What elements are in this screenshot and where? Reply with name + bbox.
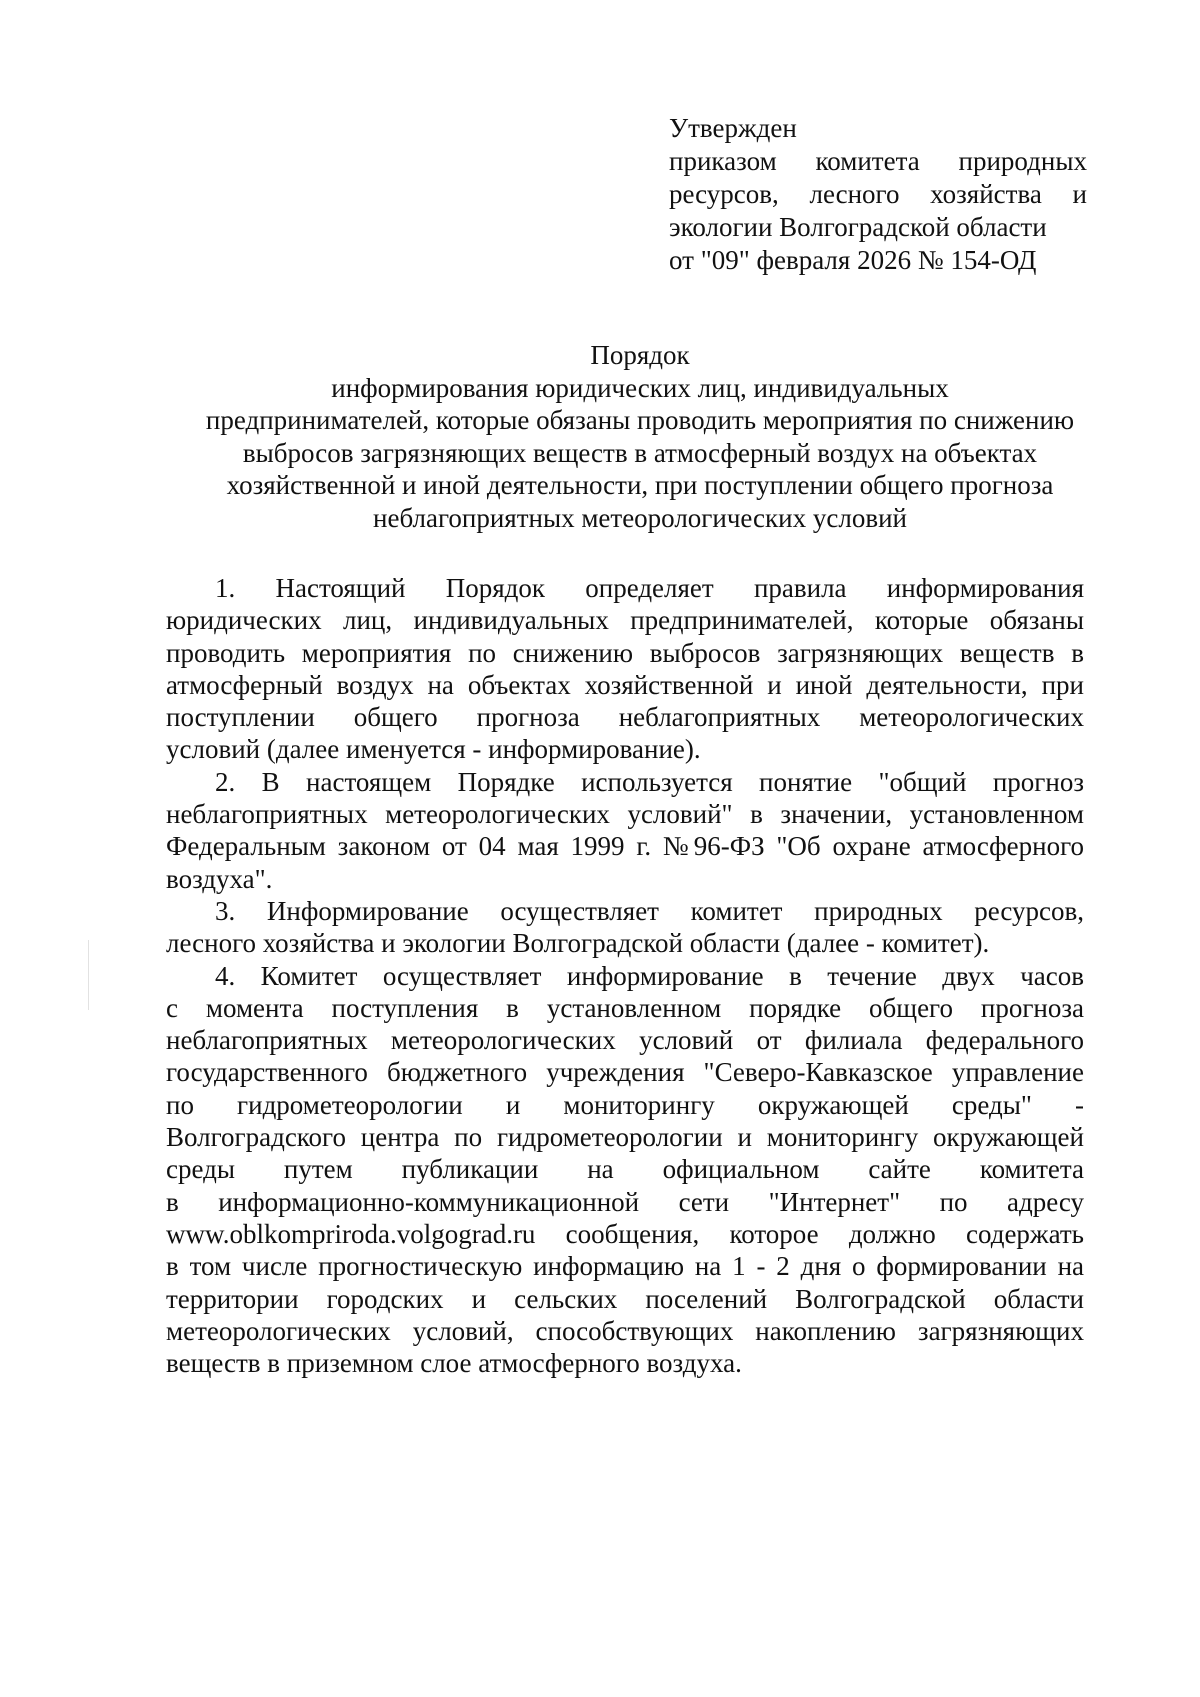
paragraph-line: поступлении общего прогноза неблагоприятных метеорологических [166, 702, 1084, 733]
approval-line: экологии Волгоградской области [669, 212, 1047, 242]
paragraph-3 [166, 895, 1084, 960]
paragraph-line: условий (далее именуется - информирование). [166, 734, 701, 765]
title-line: выбросов загрязняющих веществ в атмосферный воздух на объектах [242, 437, 1038, 468]
paragraph-line: воздуха". [166, 863, 273, 894]
paragraph-line: неблагоприятных метеорологических условий" в значении, установленном [166, 799, 1084, 830]
paragraph-line: среды путем публикации на официальном сайте комитета [166, 1154, 1084, 1185]
paragraph-line: 1. Настоящий Порядок определяет правила информирования [215, 573, 1084, 603]
paragraph-1 [166, 572, 1084, 766]
document-body [166, 572, 1084, 1379]
paragraph-line: веществ в приземном слое атмосферного воздуха. [166, 1348, 742, 1379]
paragraph-line: государственного бюджетного учреждения "Северо-Кавказское управление [166, 1057, 1084, 1088]
paragraph-line: юридических лиц, индивидуальных предпринимателей, которые обязаны [166, 605, 1084, 636]
paragraph-2 [166, 766, 1084, 895]
paragraph-line: 2. В настоящем Порядке используется понятие "общий прогноз [215, 766, 1084, 797]
scan-artifact-line [88, 940, 89, 1010]
paragraph-line: 4. Комитет осуществляет информирование в течение двух часов [215, 960, 1084, 991]
paragraph-line: в том числе прогностическую информацию на 1 - 2 дня о формировании на [166, 1251, 1084, 1282]
paragraph-line: лесного хозяйства и экологии Волгоградской области (далее - комитет). [166, 928, 990, 959]
approval-line: приказом комитета природных [669, 146, 1087, 176]
paragraph-4 [166, 960, 1084, 1380]
approval-line: от "09" февраля 2026 № 154-ОД [669, 245, 1037, 275]
title-line: хозяйственной и иной деятельности, при поступлении общего прогноза [226, 470, 1054, 500]
approval-line: Утвержден [669, 113, 797, 143]
paragraph-line: территории городских и сельских поселений Волгоградской области [166, 1283, 1084, 1314]
paragraph-line: атмосферный воздух на объектах хозяйственной и иной деятельности, при [166, 669, 1084, 700]
approval-block [669, 112, 1087, 277]
paragraph-line: Федеральным законом от 04 мая 1999 г. №96-ФЗ "Об охране атмосферного [166, 831, 1084, 862]
paragraph-line: 3. Информирование осуществляет комитет природных ресурсов, [215, 895, 1084, 926]
approval-line: ресурсов, лесного хозяйства и [669, 179, 1087, 209]
document-title [160, 339, 1120, 534]
paragraph-line: в информационно-коммуникационной сети "Интернет" по адресу [166, 1186, 1084, 1217]
paragraph-line: с момента поступления в установленном порядке общего прогноза [166, 992, 1084, 1023]
paragraph-line: неблагоприятных метеорологических условий от филиала федерального [166, 1025, 1084, 1056]
title-line: информирования юридических лиц, индивидуальных [331, 372, 949, 403]
paragraph-line: метеорологических условий, способствующих накоплению загрязняющих [166, 1315, 1084, 1346]
paragraph-line: проводить мероприятия по снижению выбросов загрязняющих веществ в [166, 637, 1084, 668]
title-line: неблагоприятных метеорологических условий [373, 502, 907, 533]
paragraph-line: по гидрометеорологии и мониторингу окружающей среды" - [166, 1089, 1084, 1120]
title-line: Порядок [590, 340, 690, 370]
paragraph-line: Волгоградского центра по гидрометеорологии и мониторингу окружающей [166, 1122, 1084, 1153]
title-line: предпринимателей, которые обязаны проводить мероприятия по снижению [205, 405, 1075, 435]
paragraph-line: www.oblkompriroda.volgograd.ru сообщения, которое должно содержать [166, 1218, 1084, 1249]
